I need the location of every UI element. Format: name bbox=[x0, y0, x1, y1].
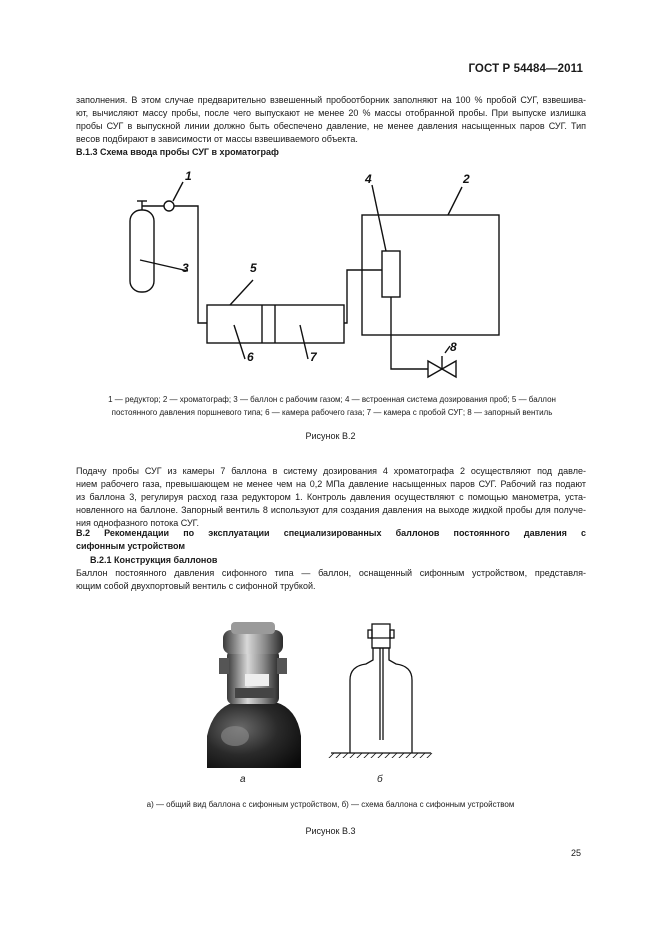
cylinder-photo bbox=[205, 618, 303, 768]
b21-paragraph bbox=[76, 567, 586, 593]
page-number: 25 bbox=[571, 848, 582, 858]
figure-b2-caption: Рисунок В.2 bbox=[305, 431, 356, 441]
cylinder-scheme bbox=[326, 618, 436, 758]
scheme-label-2: 2 bbox=[463, 172, 470, 186]
pipe-reducer-to-piston bbox=[174, 206, 207, 323]
valve-top bbox=[231, 622, 275, 634]
shutoff-valve-b bbox=[442, 361, 456, 377]
figure-b3-caption: Рисунок В.3 bbox=[305, 826, 356, 836]
intro-line: весов подбирают в зависимости от массы взвешиваемого объекта. bbox=[76, 134, 358, 144]
figure-label-a: а bbox=[240, 774, 246, 785]
intro-paragraph bbox=[76, 94, 586, 146]
b21-line: ющим собой двухпортовый вентиль с сифонной трубкой. bbox=[76, 581, 316, 591]
ground-hatching bbox=[328, 753, 432, 758]
b21-line: Баллон постоянного давления сифонного типа — баллон, оснащенный сифонным устройством, представля- bbox=[76, 568, 586, 578]
feed-line: нием рабочего газа, превышающем не менее чем на 0,2 МПа давление насыщенных паров СУГ. Рабочий газ подают bbox=[76, 479, 586, 489]
section-b2-line: сифонным устройством bbox=[76, 541, 186, 551]
feed-line: Подачу пробы СУГ из камеры 7 баллона в систему дозирования 4 хроматографа 2 осуществляют под давле- bbox=[76, 466, 586, 476]
valve-head bbox=[372, 624, 390, 648]
intro-line: заполнения. В этом случае предварительно взвешенный пробоотборник заполняют на 100 % пробой СУГ, взвешива- bbox=[76, 95, 586, 105]
leader-2 bbox=[448, 187, 462, 215]
sample-injection-scheme bbox=[110, 165, 510, 385]
leader-3 bbox=[140, 260, 188, 271]
gas-cylinder bbox=[130, 210, 154, 292]
feed-line: новленного на баллоне. Запорный вентиль 8 используют для создания давления на выходе жидкой пробы для получе- bbox=[76, 505, 586, 515]
leader-7 bbox=[300, 325, 308, 359]
shutoff-valve bbox=[428, 361, 442, 377]
leader-6 bbox=[234, 325, 245, 359]
scheme-label-3: 3 bbox=[182, 261, 189, 275]
scheme-label-8: 8 bbox=[450, 340, 457, 354]
scheme-label-4: 4 bbox=[365, 172, 372, 186]
scheme-label-7: 7 bbox=[310, 350, 317, 364]
leader-5 bbox=[230, 280, 253, 305]
legend-line: 1 — редуктор; 2 — хроматограф; 3 — баллон с рабочим газом; 4 — встроенная система дозирования проб; 5 — баллон bbox=[108, 395, 556, 404]
scheme-label-1: 1 bbox=[185, 169, 192, 183]
feed-line: из баллона 3, регулируя расход газа редуктором 1. Контроль давления осуществляют с помощью манометра, уста- bbox=[76, 492, 586, 502]
document-header: ГОСТ Р 54484—2011 bbox=[468, 63, 583, 75]
feed-paragraph bbox=[76, 465, 586, 530]
pipe-to-dosing bbox=[344, 270, 382, 323]
feed-line: ния однофазного потока СУГ. bbox=[76, 518, 199, 528]
intro-line: пробы СУГ в выпускной линии должно быть обеспечено давление, не менее давления насыщенных паров СУГ. Тип bbox=[76, 121, 586, 131]
section-b2-line: В.2 Рекомендации по эксплуатации специализированных баллонов постоянного давления с bbox=[76, 528, 586, 538]
pipe-to-valve bbox=[391, 297, 428, 369]
figure-b3-subcaption: а) — общий вид баллона с сифонным устройством, б) — схема баллона с сифонным устройством bbox=[146, 800, 515, 809]
scheme-label-6: 6 bbox=[247, 350, 254, 364]
section-b21-heading: В.2.1 Конструкция баллонов bbox=[90, 555, 218, 565]
cylinder-outline bbox=[350, 648, 412, 753]
intro-line: ют, вычисляют массу пробы, после чего выпускают не менее 20 % массы отобранной пробы. При выпуске излишка bbox=[76, 108, 586, 118]
cylinder-highlight bbox=[221, 726, 249, 746]
figure-label-b: б bbox=[377, 774, 383, 785]
leader-1 bbox=[173, 182, 183, 201]
scheme-legend bbox=[66, 393, 598, 419]
leader-4 bbox=[372, 185, 386, 251]
section-b13-heading: В.1.3 Схема ввода пробы СУГ в хроматограф bbox=[76, 147, 279, 157]
reducer bbox=[164, 201, 174, 211]
legend-line: постоянного давления поршневого типа; 6 — камера рабочего газа; 7 — камера с пробой СУГ; 8 — запорный вентиль bbox=[111, 408, 553, 417]
scheme-label-5: 5 bbox=[250, 261, 257, 275]
section-b2-heading bbox=[76, 527, 586, 553]
dosing-system bbox=[382, 251, 400, 297]
